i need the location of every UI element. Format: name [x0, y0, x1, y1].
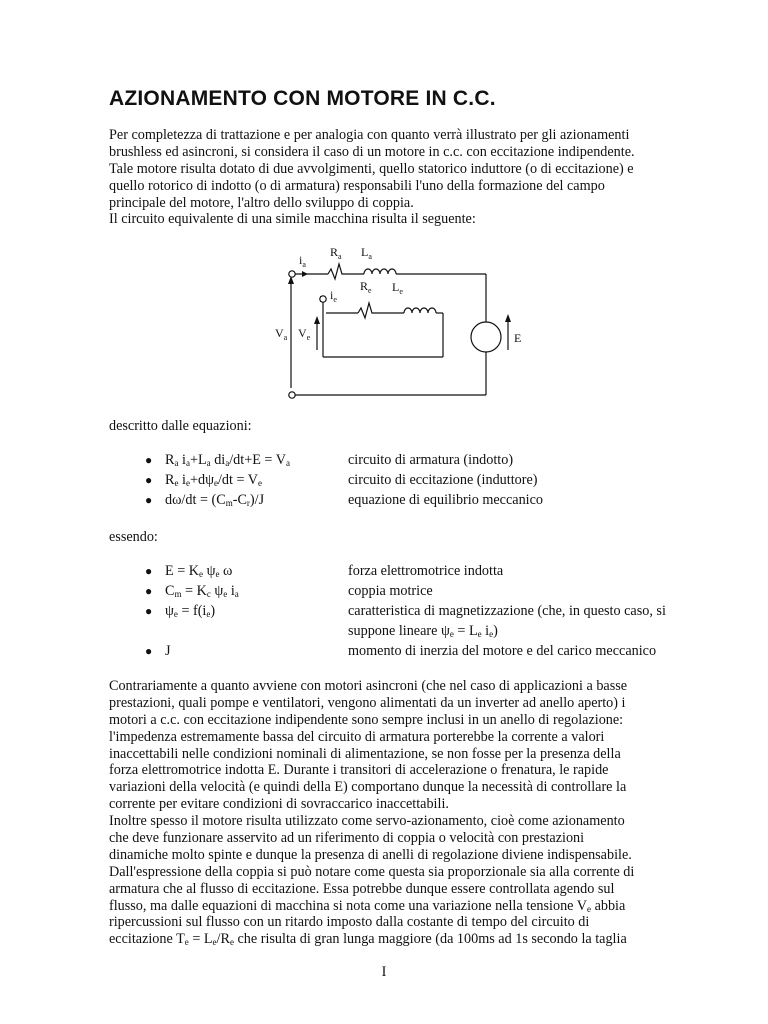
equation: $E = K_e$ $\psi_e$ ω [165, 563, 233, 579]
bullet-icon: ● [145, 604, 153, 618]
equation-description: caratteristica di magnetizzazione (che, in questo caso, si [348, 603, 666, 619]
e-label: E [514, 331, 522, 345]
re-label: R [360, 279, 369, 293]
intro-line: brushless ed asincroni, si considera il caso di un motore in c.c. con eccitazione indipendente. [109, 143, 635, 160]
svg-text:Ra: $R_a$ [330, 245, 342, 261]
svg-text:ia: $i_a$ [299, 253, 306, 269]
intro-line: Tale motore risulta dotato di due avvolgimenti, quello statorico induttore (o di eccitazione) e [109, 160, 634, 177]
bullet-icon: ● [145, 644, 153, 658]
body-line: prestazioni, quali pompe e ventilatori, vengono alimentati da un inverter ad anello aperto) i [109, 694, 626, 711]
ra-label: R [330, 245, 339, 259]
equation-description: coppia motrice [348, 583, 433, 599]
body-line: Dall'espressione della coppia si può notare come questa sia proporzionale sia alla corrente di [109, 863, 635, 880]
body-line: Inoltre spesso il motore risulta utilizzato come servo-azionamento, cioè come azionamento [109, 813, 625, 830]
body-paragraph [109, 678, 719, 948]
body-line: forza elettromotrice indotta E. Durante i transitori di accelerazione o frenatura, le rapide [109, 762, 609, 779]
intro-line: Il circuito equivalente di una simile macchina risulta il seguente: [109, 211, 476, 228]
le-label: L [392, 280, 400, 294]
body-line: eccitazione $T_e = L_e/R_e$ che risulta di gran lunga maggiore (da 100ms ad 1s secondo la taglia [109, 931, 627, 948]
definitions-intro: essendo: [109, 529, 158, 545]
equations-list [145, 452, 725, 512]
intro-line: principale del motore, l'altro dello sviluppo di coppia. [109, 194, 414, 211]
page-number: I [381, 964, 387, 980]
definitions-list [145, 563, 725, 663]
ie-label: i [330, 288, 334, 302]
body-line: ripercussioni sul flusso con un ritardo imposto dalla costante di tempo del circuito di [109, 914, 590, 931]
body-line: inaccettabili nelle condizioni nominali di alimentazione, se non fosse per la presenza della [109, 745, 621, 762]
intro-paragraph [109, 127, 719, 228]
body-line: Contrariamente a quanto avviene con motori asincroni (che nel caso di applicazioni a basse [109, 678, 628, 694]
svg-text:La: $L_a$ [361, 245, 372, 261]
svg-text:Ve: $V_e$ [298, 326, 311, 342]
ve-label: V [298, 326, 307, 340]
body-line: flusso, ma dalle equazioni di macchina si nota come una variazione nella tensione $V_e$ abbia [109, 897, 626, 914]
body-line: motori a c.c. con eccitazione indipendente sono sempre inclusi in un anello di regolazione: [109, 711, 624, 728]
equation-description: momento di inerzia del motore e del carico meccanico [348, 643, 657, 659]
equation-description: suppone lineare $\psi_e = L_e$ $i_e$) [348, 623, 498, 639]
equation: $\psi_e = f(i_e)$ [165, 603, 216, 619]
equation-description: circuito di eccitazione (induttore) [348, 472, 538, 488]
equivalent-circuit-diagram [268, 240, 522, 405]
intro-line: Per completezza di trattazione e per analogia con quanto verrà illustrato per gli azionamenti [109, 127, 630, 143]
equation: $R_a$ $i_a+L_a$ $di_a/dt+E = V_a$ [165, 452, 290, 468]
bullet-icon: ● [145, 564, 153, 578]
equation-row [145, 492, 725, 512]
bullet-icon: ● [145, 584, 153, 598]
definition-row [145, 623, 725, 643]
svg-text:Re: $R_e$ [360, 279, 372, 295]
equation: J [165, 643, 171, 659]
body-line: armatura che al flusso di eccitazione. Essa potrebbe dunque essere controllata agendo sul [109, 880, 615, 897]
equation: $d\omega/dt = (C_m-C_r)/J$ [165, 492, 265, 508]
page-title: AZIONAMENTO CON MOTORE IN C.C. [109, 87, 496, 110]
intro-line: quello rotorico di indotto (o di armatura) responsabili l'uno della formazione del campo [109, 177, 605, 194]
va-label: V [275, 326, 284, 340]
ia-label: i [299, 253, 303, 267]
definition-row [145, 583, 725, 603]
svg-text:ie: $i_e$ [330, 288, 337, 304]
equation-description: equazione di equilibrio meccanico [348, 492, 543, 508]
svg-text:Va: $V_a$ [275, 326, 288, 342]
body-line: che deve funzionare asservito ad un riferimento di coppia o velocità con prestazioni [109, 830, 585, 847]
equation-row [145, 452, 725, 472]
svg-text:Le: $L_e$ [392, 280, 403, 296]
equation-row [145, 472, 725, 492]
definition-row [145, 643, 725, 663]
equations-intro: descritto dalle equazioni: [109, 418, 252, 434]
equation-description: forza elettromotrice indotta [348, 563, 504, 579]
body-line: variazioni della velocità (e quindi della E) comportano dunque la necessità di controllare la [109, 779, 627, 796]
la-label: L [361, 245, 369, 259]
body-line: corrente per evitare condizioni di sovraccarico inaccettabili. [109, 796, 449, 813]
equation: $C_m = K_c$ $\psi_e$ $i_a$ [165, 583, 239, 599]
equation-description: circuito di armatura (indotto) [348, 452, 514, 468]
bullet-icon: ● [145, 473, 153, 487]
definition-row [145, 563, 725, 583]
bullet-icon: ● [145, 453, 153, 467]
body-line: dinamiche molto spinte e dunque la presenza di anelli di regolazione diviene indispensabile. [109, 846, 632, 863]
body-line: l'impedenza estremamente bassa del circuito di armatura porterebbe la corrente a valori [109, 728, 605, 745]
bullet-icon: ● [145, 493, 153, 507]
definition-row [145, 603, 725, 623]
equation: $R_e$ $i_e+d\psi_e/dt = V_e$ [165, 472, 263, 488]
